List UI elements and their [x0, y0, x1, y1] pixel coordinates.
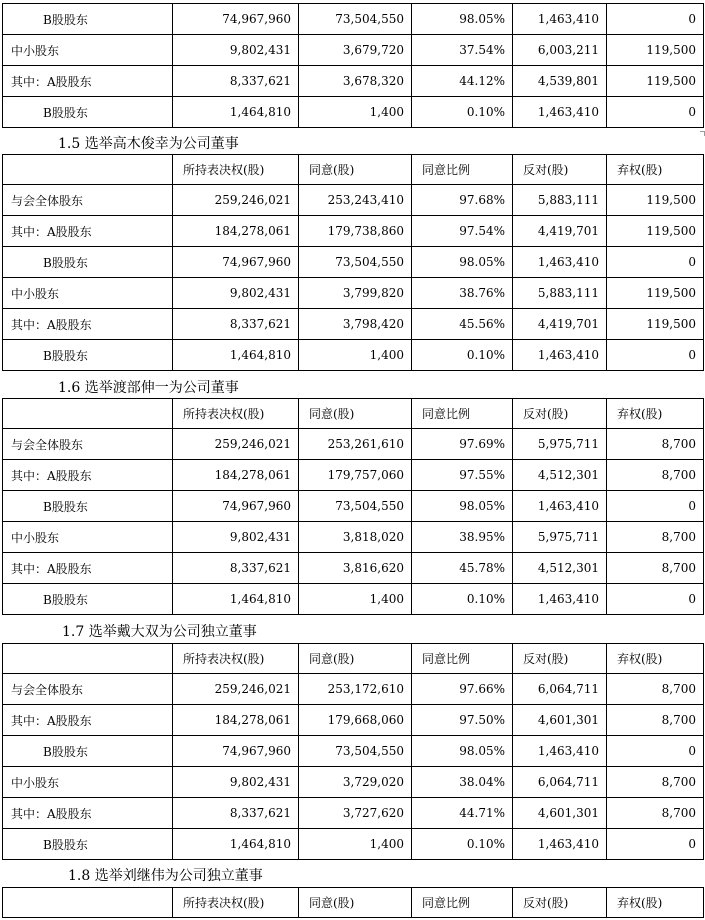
- section-heading-1-7: 1.7 选举戴大双为公司独立董事: [62, 624, 257, 640]
- value-cell: 1,463,410: [513, 491, 607, 522]
- value-cell: 44.12%: [412, 66, 513, 97]
- section-heading-1-8: 1.8 选举刘继伟为公司独立董事: [68, 868, 263, 884]
- value-cell: 0: [607, 491, 704, 522]
- table-row: [3, 736, 704, 767]
- value-cell: 0: [607, 247, 704, 278]
- value-cell: 8,700: [607, 674, 704, 705]
- value-cell: 0: [607, 829, 704, 860]
- header-cell: 弃权(股): [607, 399, 704, 429]
- value-cell: 8,337,621: [173, 798, 299, 829]
- header-cell: 同意(股): [299, 155, 412, 185]
- value-cell: 0: [607, 584, 704, 615]
- row-label: 其中：A股股东: [3, 309, 173, 340]
- row-label: 其中：A股股东: [3, 66, 173, 97]
- table-row: [3, 66, 704, 97]
- value-cell: 9,802,431: [173, 278, 299, 309]
- table-row: [3, 491, 704, 522]
- header-cell: 同意(股): [299, 399, 412, 429]
- table-row: [3, 35, 704, 66]
- table-row: [3, 247, 704, 278]
- value-cell: 1,463,410: [513, 340, 607, 371]
- row-label: B股股东: [3, 491, 173, 522]
- value-cell: 73,504,550: [299, 4, 412, 35]
- value-cell: 0.10%: [412, 829, 513, 860]
- section-heading-1-5: 1.5 选举高木俊幸为公司董事: [58, 136, 239, 152]
- header-cell-blank: [3, 644, 173, 674]
- table-row: [3, 674, 704, 705]
- value-cell: 3,818,020: [299, 522, 412, 553]
- vote-table-1-5: [2, 154, 704, 371]
- row-label: 其中：A股股东: [3, 705, 173, 736]
- row-label: 中小股东: [3, 522, 173, 553]
- value-cell: 8,700: [607, 553, 704, 584]
- value-cell: 98.05%: [412, 4, 513, 35]
- table-header-row: [3, 155, 704, 185]
- value-cell: 5,975,711: [513, 522, 607, 553]
- value-cell: 1,464,810: [173, 829, 299, 860]
- table-row: [3, 705, 704, 736]
- vote-table-1-8: [2, 887, 704, 918]
- vote-table-1-7: [2, 643, 704, 860]
- row-label: 与会全体股东: [3, 674, 173, 705]
- header-cell-blank: [3, 888, 173, 918]
- section-heading-1-6: 1.6 选举渡部伸一为公司董事: [58, 380, 239, 396]
- header-cell: 反对(股): [513, 399, 607, 429]
- value-cell: 8,337,621: [173, 309, 299, 340]
- value-cell: 3,727,620: [299, 798, 412, 829]
- value-cell: 1,463,410: [513, 829, 607, 860]
- row-label: 其中：A股股东: [3, 216, 173, 247]
- value-cell: 0.10%: [412, 340, 513, 371]
- header-cell: 同意比例: [412, 888, 513, 918]
- header-cell: 所持表决权(股): [173, 888, 299, 918]
- vote-table-continued: [2, 3, 704, 128]
- value-cell: 184,278,061: [173, 216, 299, 247]
- header-cell: 反对(股): [513, 155, 607, 185]
- value-cell: 8,700: [607, 798, 704, 829]
- value-cell: 5,975,711: [513, 429, 607, 460]
- value-cell: 3,729,020: [299, 767, 412, 798]
- value-cell: 8,337,621: [173, 553, 299, 584]
- value-cell: 119,500: [607, 35, 704, 66]
- value-cell: 3,798,420: [299, 309, 412, 340]
- table-row: [3, 522, 704, 553]
- value-cell: 8,700: [607, 460, 704, 491]
- value-cell: 1,400: [299, 97, 412, 128]
- value-cell: 5,883,111: [513, 278, 607, 309]
- value-cell: 37.54%: [412, 35, 513, 66]
- value-cell: 5,883,111: [513, 185, 607, 216]
- value-cell: 119,500: [607, 278, 704, 309]
- row-label: 其中：A股股东: [3, 798, 173, 829]
- value-cell: 9,802,431: [173, 522, 299, 553]
- header-cell: 同意比例: [412, 155, 513, 185]
- value-cell: 179,757,060: [299, 460, 412, 491]
- table-row: [3, 460, 704, 491]
- value-cell: 259,246,021: [173, 429, 299, 460]
- value-cell: 73,504,550: [299, 247, 412, 278]
- value-cell: 119,500: [607, 309, 704, 340]
- value-cell: 44.71%: [412, 798, 513, 829]
- header-cell-blank: [3, 155, 173, 185]
- value-cell: 8,700: [607, 767, 704, 798]
- row-label: 其中：A股股东: [3, 460, 173, 491]
- row-label: 其中：A股股东: [3, 553, 173, 584]
- value-cell: 4,601,301: [513, 705, 607, 736]
- header-cell: 弃权(股): [607, 644, 704, 674]
- vote-table-1-6: [2, 398, 704, 615]
- value-cell: 73,504,550: [299, 491, 412, 522]
- value-cell: 45.78%: [412, 553, 513, 584]
- table-row: [3, 309, 704, 340]
- value-cell: 3,816,620: [299, 553, 412, 584]
- header-cell: 同意(股): [299, 644, 412, 674]
- value-cell: 97.69%: [412, 429, 513, 460]
- value-cell: 0.10%: [412, 584, 513, 615]
- table-header-row: [3, 399, 704, 429]
- row-label: B股股东: [3, 584, 173, 615]
- table-row: [3, 767, 704, 798]
- value-cell: 1,400: [299, 584, 412, 615]
- value-cell: 9,802,431: [173, 767, 299, 798]
- value-cell: 0.10%: [412, 97, 513, 128]
- row-label: B股股东: [3, 340, 173, 371]
- value-cell: 119,500: [607, 216, 704, 247]
- value-cell: 38.95%: [412, 522, 513, 553]
- value-cell: 1,463,410: [513, 736, 607, 767]
- value-cell: 179,668,060: [299, 705, 412, 736]
- header-cell: 同意比例: [412, 399, 513, 429]
- value-cell: 6,003,211: [513, 35, 607, 66]
- value-cell: 97.66%: [412, 674, 513, 705]
- value-cell: 4,512,301: [513, 460, 607, 491]
- value-cell: 38.04%: [412, 767, 513, 798]
- header-cell: 所持表决权(股): [173, 644, 299, 674]
- value-cell: 119,500: [607, 185, 704, 216]
- value-cell: 4,539,801: [513, 66, 607, 97]
- value-cell: 253,172,610: [299, 674, 412, 705]
- value-cell: 259,246,021: [173, 674, 299, 705]
- header-cell: 所持表决权(股): [173, 399, 299, 429]
- table-row: [3, 340, 704, 371]
- table-row: [3, 185, 704, 216]
- table-row: [3, 97, 704, 128]
- value-cell: 1,463,410: [513, 584, 607, 615]
- header-cell: 弃权(股): [607, 888, 704, 918]
- value-cell: 8,700: [607, 705, 704, 736]
- value-cell: 98.05%: [412, 491, 513, 522]
- row-label: B股股东: [3, 829, 173, 860]
- table-row: [3, 553, 704, 584]
- value-cell: 8,700: [607, 522, 704, 553]
- value-cell: 4,601,301: [513, 798, 607, 829]
- table-row: [3, 829, 704, 860]
- page-corner-mark: [700, 131, 705, 136]
- row-label: B股股东: [3, 97, 173, 128]
- value-cell: 9,802,431: [173, 35, 299, 66]
- value-cell: 184,278,061: [173, 705, 299, 736]
- value-cell: 0: [607, 340, 704, 371]
- row-label: 中小股东: [3, 35, 173, 66]
- value-cell: 73,504,550: [299, 736, 412, 767]
- table-header-row: [3, 888, 704, 918]
- table-header-row: [3, 644, 704, 674]
- header-cell: 同意(股): [299, 888, 412, 918]
- row-label: B股股东: [3, 736, 173, 767]
- value-cell: 1,464,810: [173, 97, 299, 128]
- value-cell: 184,278,061: [173, 460, 299, 491]
- value-cell: 1,464,810: [173, 584, 299, 615]
- value-cell: 1,400: [299, 340, 412, 371]
- value-cell: 4,419,701: [513, 309, 607, 340]
- header-cell-blank: [3, 399, 173, 429]
- value-cell: 74,967,960: [173, 736, 299, 767]
- value-cell: 1,400: [299, 829, 412, 860]
- value-cell: 1,463,410: [513, 247, 607, 278]
- value-cell: 1,463,410: [513, 97, 607, 128]
- value-cell: 253,243,410: [299, 185, 412, 216]
- row-label: B股股东: [3, 247, 173, 278]
- table-row: [3, 429, 704, 460]
- value-cell: 74,967,960: [173, 4, 299, 35]
- value-cell: 4,419,701: [513, 216, 607, 247]
- value-cell: 38.76%: [412, 278, 513, 309]
- value-cell: 97.55%: [412, 460, 513, 491]
- value-cell: 98.05%: [412, 247, 513, 278]
- header-cell: 反对(股): [513, 888, 607, 918]
- value-cell: 119,500: [607, 66, 704, 97]
- value-cell: 97.50%: [412, 705, 513, 736]
- value-cell: 6,064,711: [513, 767, 607, 798]
- value-cell: 98.05%: [412, 736, 513, 767]
- header-cell: 所持表决权(股): [173, 155, 299, 185]
- value-cell: 6,064,711: [513, 674, 607, 705]
- value-cell: 1,464,810: [173, 340, 299, 371]
- table-row: [3, 4, 704, 35]
- value-cell: 74,967,960: [173, 491, 299, 522]
- row-label: 与会全体股东: [3, 429, 173, 460]
- row-label: B股股东: [3, 4, 173, 35]
- row-label: 中小股东: [3, 278, 173, 309]
- value-cell: 0: [607, 97, 704, 128]
- value-cell: 3,679,720: [299, 35, 412, 66]
- value-cell: 3,678,320: [299, 66, 412, 97]
- value-cell: 97.54%: [412, 216, 513, 247]
- value-cell: 3,799,820: [299, 278, 412, 309]
- value-cell: 8,337,621: [173, 66, 299, 97]
- value-cell: 179,738,860: [299, 216, 412, 247]
- header-cell: 弃权(股): [607, 155, 704, 185]
- table-row: [3, 278, 704, 309]
- value-cell: 45.56%: [412, 309, 513, 340]
- table-row: [3, 798, 704, 829]
- row-label: 中小股东: [3, 767, 173, 798]
- value-cell: 4,512,301: [513, 553, 607, 584]
- header-cell: 反对(股): [513, 644, 607, 674]
- table-row: [3, 216, 704, 247]
- value-cell: 8,700: [607, 429, 704, 460]
- value-cell: 259,246,021: [173, 185, 299, 216]
- value-cell: 0: [607, 736, 704, 767]
- value-cell: 97.68%: [412, 185, 513, 216]
- row-label: 与会全体股东: [3, 185, 173, 216]
- value-cell: 1,463,410: [513, 4, 607, 35]
- value-cell: 253,261,610: [299, 429, 412, 460]
- table-row: [3, 584, 704, 615]
- value-cell: 0: [607, 4, 704, 35]
- header-cell: 同意比例: [412, 644, 513, 674]
- value-cell: 74,967,960: [173, 247, 299, 278]
